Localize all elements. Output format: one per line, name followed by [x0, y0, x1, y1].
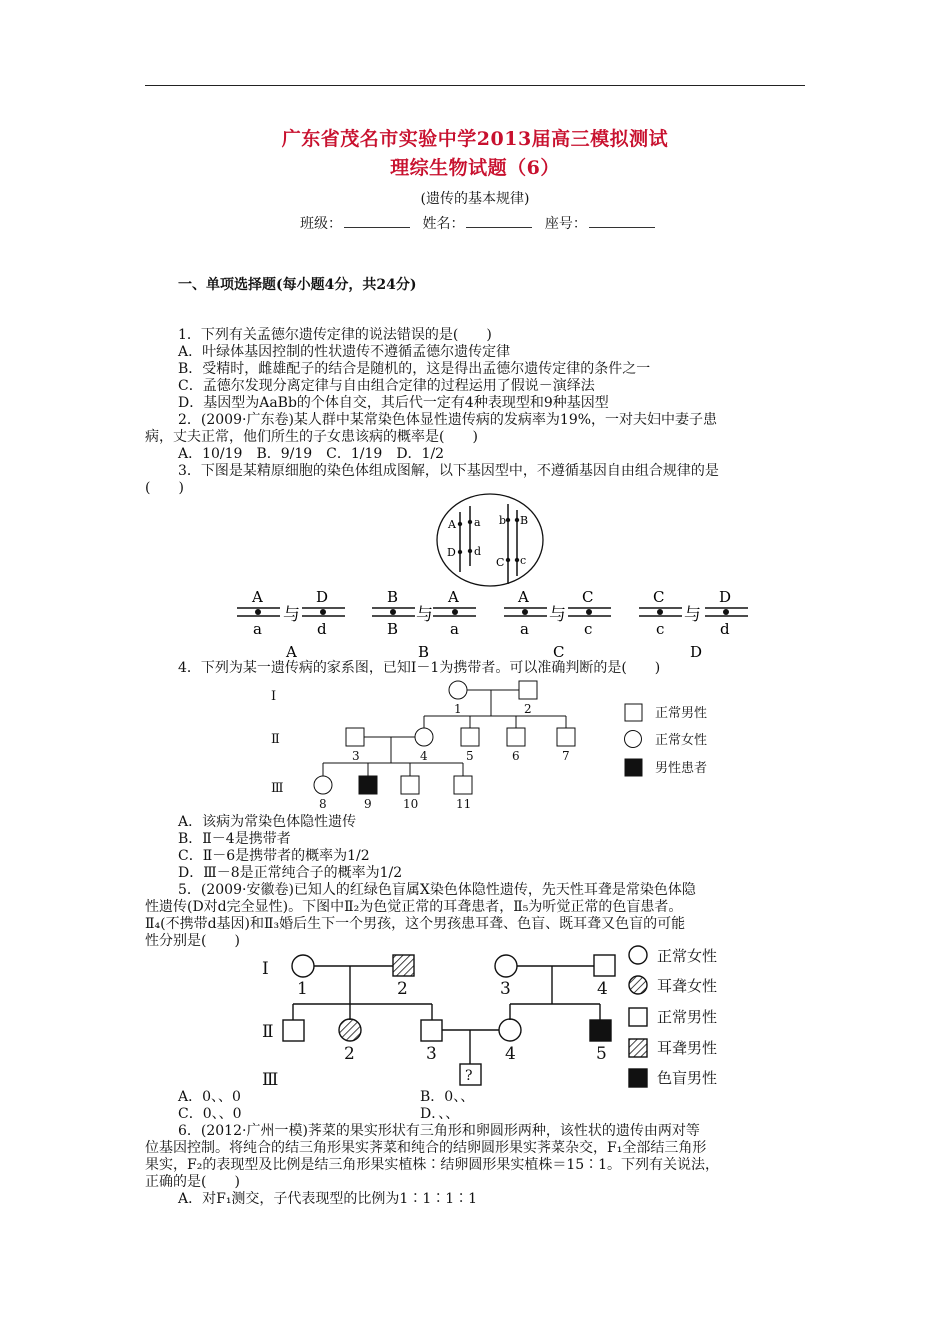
ped4-label-2: 2 — [524, 702, 532, 716]
q5-option-d: D．、、 — [420, 1106, 460, 1122]
ped5-label-II4: 4 — [505, 1044, 516, 1064]
ped4-label-4: 4 — [420, 749, 428, 763]
q5-stem-line2: 性遗传(D对d完全显性)。下图中Ⅱ₂为色觉正常的耳聋患者，Ⅱ₅为听觉正常的色盲患者。 — [145, 899, 683, 915]
pair-a-left-bottom: a — [253, 620, 262, 638]
ped5-I2 — [393, 955, 414, 976]
q4-stem: 4．下列为某一遗传病的家系图，已知Ⅰ－1为携带者。可以准确判断的是( ) — [178, 660, 661, 676]
ped4-II3 — [346, 728, 364, 746]
ped4-III10 — [401, 776, 419, 794]
pair-b-right-bottom: a — [450, 620, 459, 638]
pair-b-left-bottom: B — [387, 620, 399, 638]
pair-c-right-bottom: c — [584, 620, 593, 638]
ped5-label-I2: 2 — [397, 979, 408, 999]
pair-c-right-top: C — [582, 588, 594, 606]
ped4-III8 — [314, 776, 332, 794]
page-title: 广东省茂名市实验中学2013届高三模拟测试 — [281, 128, 669, 150]
pair-d-connector: 与 — [684, 605, 701, 625]
q3-stem-line2: ( ) — [145, 480, 184, 496]
ped5-label-I3: 3 — [500, 979, 511, 999]
ped5-gen-II: Ⅱ — [262, 1022, 274, 1042]
q5-stem-line3: Ⅱ₄(不携带d基因)和Ⅱ₃婚后生下一个男孩，这个男孩患耳聋、色盲、既耳聋又色盲的可能 — [145, 916, 686, 932]
ped5-II4 — [499, 1019, 521, 1041]
ped4-I1 — [449, 681, 467, 699]
q5-pedigree-labels — [262, 947, 717, 1090]
q2-stem-line2: 病，丈夫正常，他们所生的子女患该病的概率是( ) — [145, 429, 478, 445]
q5-option-b: B．0、、 — [420, 1089, 475, 1105]
q3-pair-a — [237, 588, 345, 661]
q3-cell-diagram — [437, 494, 543, 586]
ped4-III9 — [359, 776, 377, 794]
ped4-label-5: 5 — [466, 749, 474, 763]
cell-gene-A: A — [448, 518, 456, 531]
pair-b-right-top: A — [448, 588, 459, 606]
q4-option-c: C．Ⅱ－6是携带者的概率为1/2 — [178, 848, 370, 864]
q5-stem-line4: 性分别是( ) — [145, 933, 240, 949]
pair-b-left-top: B — [387, 588, 399, 606]
q1-stem: 1．下列有关孟德尔遗传定律的说法错误的是( ) — [178, 327, 492, 343]
ped5-II3 — [421, 1020, 442, 1041]
ped5-label-II2: 2 — [344, 1044, 355, 1064]
pair-d-right-top: D — [719, 588, 732, 606]
pair-d-left-top: C — [653, 588, 665, 606]
cell-gene-a: a — [474, 516, 481, 529]
q3-pair-c — [504, 588, 611, 661]
cell-gene-C: C — [496, 556, 505, 569]
legend5-deaf-male-symbol — [629, 1039, 647, 1057]
pair-d-label: D — [690, 643, 703, 661]
q6-stem-line4: 正确的是( ) — [145, 1174, 240, 1190]
ped4-label-11: 11 — [456, 797, 472, 811]
q5-option-c: C．0、、0 — [178, 1106, 242, 1122]
ped5-label-I4: 4 — [597, 979, 608, 999]
ped4-label-1: 1 — [454, 702, 462, 716]
q1-option-c: C．孟德尔发现分离定律与自由组合定律的过程运用了假说－演绎法 — [178, 378, 595, 394]
pair-a-left-top: A — [252, 588, 263, 606]
pair-a-right-bottom: d — [317, 620, 327, 638]
pair-a-right-top: D — [316, 588, 329, 606]
q4-option-d: D．Ⅲ－8是正常纯合子的概率为1/2 — [178, 865, 403, 881]
ped4-gen-III: Ⅲ — [271, 781, 284, 796]
ped5-I3 — [495, 955, 517, 977]
pair-b-connector: 与 — [416, 605, 433, 625]
pair-d-right-bottom: d — [720, 620, 730, 638]
q5-option-a: A．0、、0 — [178, 1089, 241, 1105]
ped4-label-10: 10 — [403, 797, 419, 811]
legend5-colorblind-male-symbol — [629, 1069, 647, 1087]
legend4-affected-male: 男性患者 — [655, 761, 708, 776]
ped4-label-8: 8 — [319, 797, 327, 811]
seat-label: 座号： — [544, 216, 587, 232]
page-subtitle-title: 理综生物试题（6） — [390, 157, 560, 179]
q2-stem-line1: 2．(2009·广东卷)某人群中某常染色体显性遗传病的发病率为19%，一对夫妇中妻子患 — [178, 412, 718, 428]
ped5-unknown-mark: ? — [465, 1068, 473, 1084]
ped4-gen-II: Ⅱ — [271, 732, 280, 747]
legend4-normal-female-symbol — [625, 731, 642, 748]
ped5-gen-III: Ⅲ — [262, 1070, 279, 1090]
legend5-deaf-male: 耳聋男性 — [657, 1039, 718, 1057]
legend4-normal-male: 正常男性 — [655, 706, 708, 721]
q2-options: A．10/19 B．9/19 C．1/19 D．1/2 — [178, 446, 445, 462]
legend4-affected-male-symbol — [625, 759, 642, 776]
pair-a-label: A — [286, 643, 297, 661]
q6-stem-line3: 果实，F₂的表现型及比例是结三角形果实植株∶结卵圆形果实植株＝15∶1。下列有关说法， — [145, 1157, 720, 1173]
legend5-normal-female-symbol — [629, 946, 647, 964]
pair-c-left-bottom: a — [520, 620, 529, 638]
ped4-label-7: 7 — [562, 749, 570, 763]
cell-gene-d: d — [474, 545, 482, 558]
cell-gene-B: B — [520, 514, 529, 527]
ped5-label-I1: 1 — [297, 979, 308, 999]
ped4-gen-I: Ⅰ — [271, 689, 277, 704]
q1-option-a: A．叶绿体基因控制的性状遗传不遵循孟德尔遗传定律 — [178, 344, 511, 360]
legend5-deaf-female: 耳聋女性 — [657, 977, 718, 995]
q6-option-a: A．对F₁测交，子代表现型的比例为1∶1∶1∶1 — [178, 1191, 478, 1207]
ped4-II6 — [507, 728, 525, 746]
ped4-III11 — [454, 776, 472, 794]
pair-d-left-bottom: c — [656, 620, 665, 638]
cell-gene-D: D — [447, 546, 456, 559]
name-label: 姓名： — [422, 216, 465, 232]
q5-pedigree — [283, 946, 647, 1087]
legend4-normal-male-symbol — [625, 704, 642, 721]
ped4-label-9: 9 — [364, 797, 372, 811]
q6-stem-line1: 6．(2012·广州一模)荠菜的果实形状有三角形和卵圆形两种，该性状的遗传由两对等 — [178, 1123, 700, 1139]
ped4-I2 — [519, 681, 537, 699]
q5-stem-line1: 5．(2009·安徽卷)已知人的红绿色盲属X染色体隐性遗传，先天性耳聋是常染色体隐 — [178, 882, 696, 898]
ped5-label-II5: 5 — [596, 1044, 607, 1064]
ped5-I4 — [594, 955, 615, 976]
legend4-normal-female: 正常女性 — [655, 733, 708, 748]
q1-option-b: B．受精时，雌雄配子的结合是随机的，这是得出孟德尔遗传定律的条件之一 — [178, 361, 651, 377]
ped5-II5 — [590, 1020, 611, 1041]
cell-gene-c: c — [520, 554, 527, 567]
legend5-deaf-female-symbol — [629, 976, 647, 994]
pair-b-label: B — [418, 643, 430, 661]
pair-c-left-top: A — [518, 588, 529, 606]
pair-c-label: C — [553, 643, 565, 661]
pair-a-connector: 与 — [283, 605, 300, 625]
ped5-I1 — [292, 955, 314, 977]
ped4-II7 — [557, 728, 575, 746]
q6-stem-line2: 位基因控制。将纯合的结三角形果实荠菜和纯合的结卵圆形果实荠菜杂交，F₁全部结三角形 — [145, 1140, 707, 1156]
ped5-gen-I: Ⅰ — [262, 959, 269, 979]
q3-pair-d — [639, 588, 748, 661]
q4-option-b: B．Ⅱ－4是携带者 — [178, 831, 291, 847]
topic-subtitle: (遗传的基本规律) — [420, 191, 530, 207]
q4-pedigree — [314, 681, 642, 794]
pair-c-connector: 与 — [549, 605, 566, 625]
ped4-II4 — [415, 728, 433, 746]
cell-gene-b: b — [499, 514, 507, 527]
ped5-label-II3: 3 — [426, 1044, 437, 1064]
legend5-colorblind-male: 色盲男性 — [657, 1069, 718, 1087]
ped4-label-6: 6 — [512, 749, 520, 763]
ped5-II2 — [339, 1019, 361, 1041]
legend5-normal-male: 正常男性 — [657, 1008, 718, 1026]
ped4-II5 — [461, 728, 479, 746]
legend5-normal-male-symbol — [629, 1008, 647, 1026]
legend5-normal-female: 正常女性 — [657, 947, 718, 965]
ped4-label-3: 3 — [352, 749, 360, 763]
section-heading: 一、单项选择题(每小题4分，共24分) — [178, 277, 417, 293]
q1-option-d: D．基因型为AaBb的个体自交，其后代一定有4种表现型和9种基因型 — [178, 395, 609, 411]
ped5-II1 — [283, 1020, 304, 1041]
class-label: 班级： — [300, 216, 342, 232]
q4-option-a: A．该病为常染色体隐性遗传 — [178, 814, 357, 830]
q3-stem-line1: 3．下图是某精原细胞的染色体组成图解，以下基因型中，不遵循基因自由组合规律的是 — [178, 463, 719, 479]
q3-pair-b — [372, 588, 476, 661]
